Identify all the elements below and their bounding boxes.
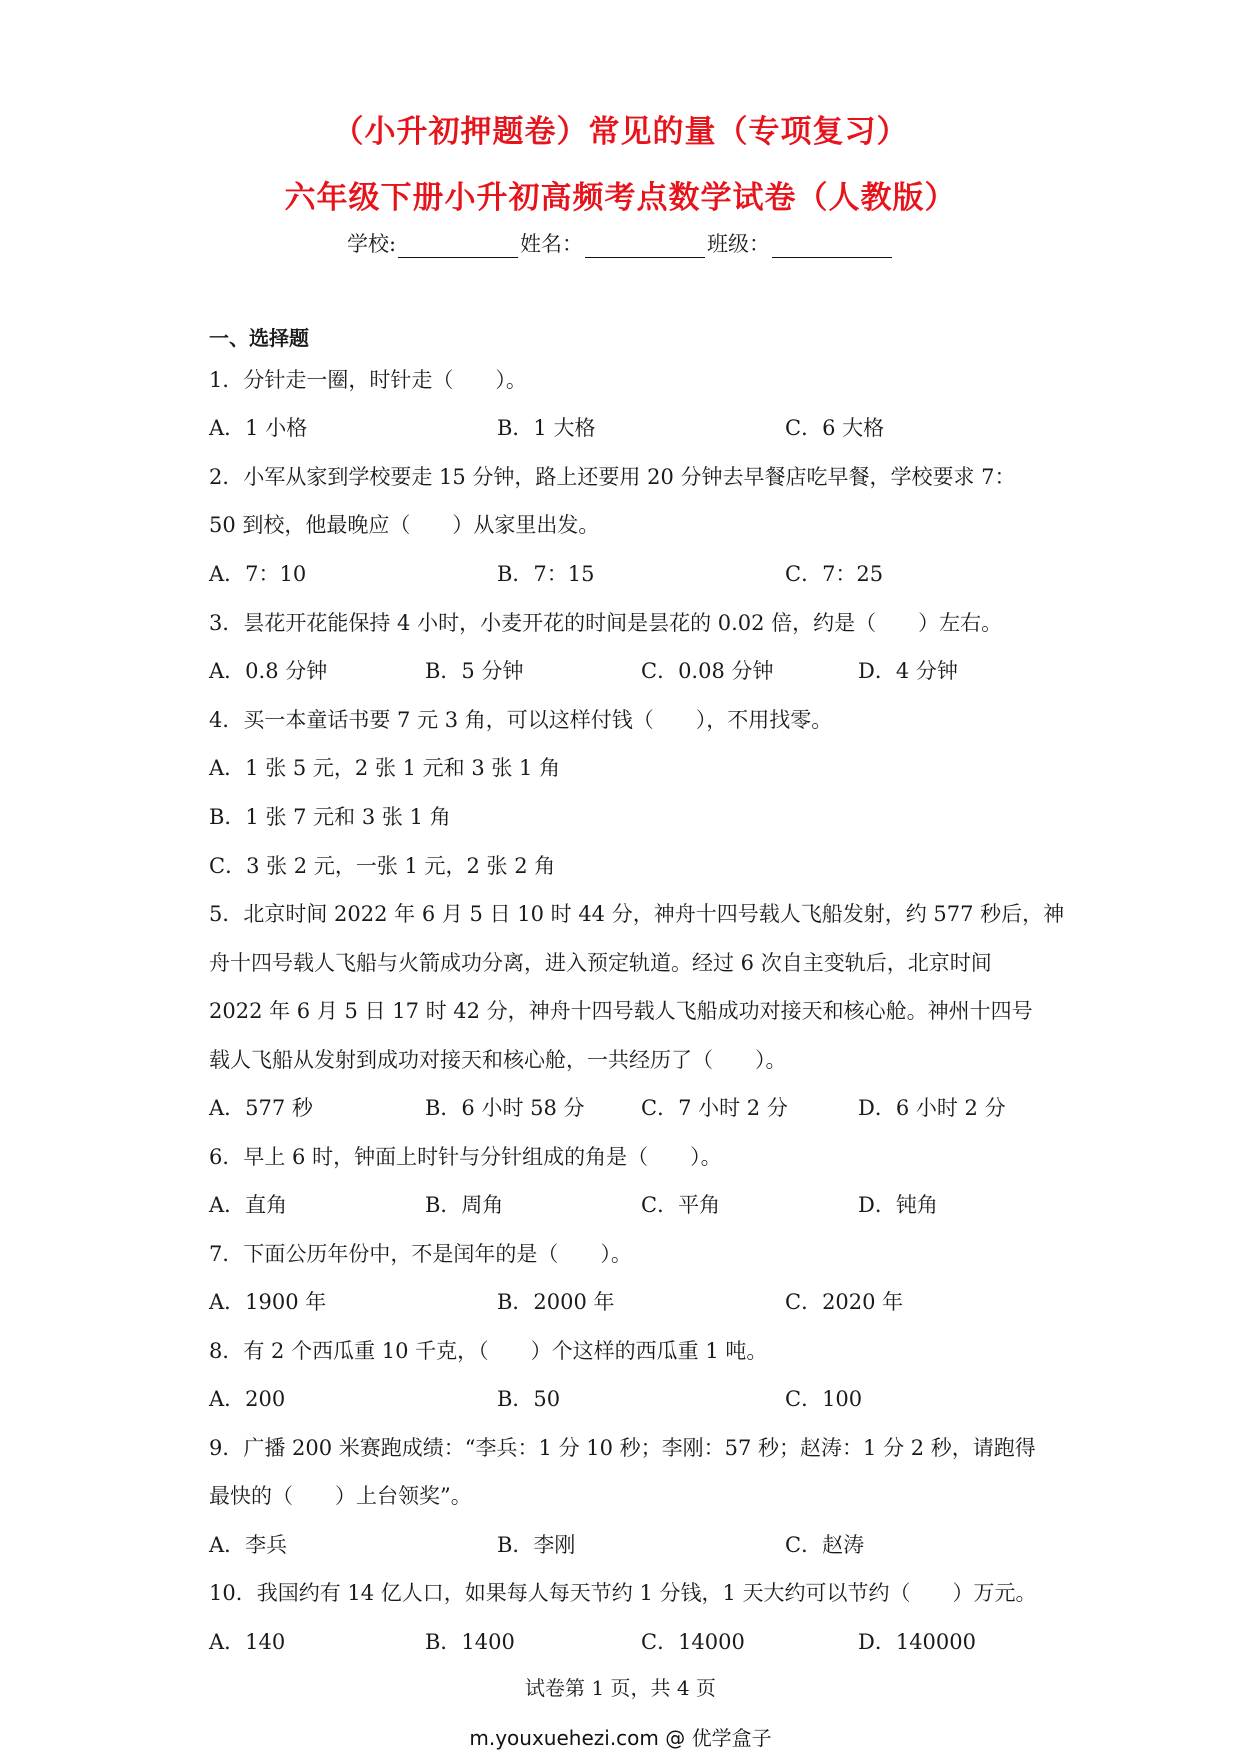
q2-option-a: A．7：10 — [209, 562, 307, 586]
q10-option-a: A．140 — [209, 1630, 286, 1654]
question-8-line-1: 8．有 2 个西瓜重 10 千克，（ ）个这样的西瓜重 1 吨。 — [209, 1339, 768, 1363]
q4-option-b: B．1 张 7 元和 3 张 1 角 — [209, 805, 451, 829]
watermark: m.youxuehezi.com @ 优学盒子 — [469, 1726, 772, 1750]
q5-option-d: D．6 小时 2 分 — [858, 1096, 1006, 1120]
q9-option-a: A．李兵 — [209, 1533, 288, 1557]
q8-option-b: B．50 — [497, 1387, 561, 1411]
school-label: 学校: — [346, 232, 397, 256]
question-10-line-1: 10．我国约有 14 亿人口，如果每人每天节约 1 分钱，1 天大约可以节约（ ）万元。 — [209, 1581, 1037, 1605]
q2-option-b: B．7：15 — [497, 562, 595, 586]
q3-option-c: C．0.08 分钟 — [641, 659, 774, 683]
student-info — [0, 228, 1241, 258]
q10-option-d: D．140000 — [858, 1630, 977, 1654]
question-4-line-1: 4．买一本童话书要 7 元 3 角，可以这样付钱（ ），不用找零。 — [209, 708, 833, 732]
question-6-line-1: 6．早上 6 时，钟面上时针与分针组成的角是（ ）。 — [209, 1145, 722, 1169]
q5-option-c: C．7 小时 2 分 — [641, 1096, 788, 1120]
school-blank — [398, 235, 518, 258]
class-blank — [772, 235, 892, 258]
question-9-line-2: 最快的（ ）上台领奖”。 — [209, 1484, 472, 1508]
question-5-line-3: 2022 年 6 月 5 日 17 时 42 分，神舟十四号载人飞船成功对接天和核心舱。神州十四号 — [209, 999, 1033, 1023]
class-label: 班级： — [707, 232, 771, 256]
q1-option-b: B．1 大格 — [497, 416, 596, 440]
question-2-line-1: 2．小军从家到学校要走 15 分钟，路上还要用 20 分钟去早餐店吃早餐，学校要求 7： — [209, 465, 1016, 489]
q5-option-b: B．6 小时 58 分 — [425, 1096, 585, 1120]
q8-option-a: A．200 — [209, 1387, 286, 1411]
section-title: 一、选择题 — [209, 326, 309, 350]
q2-option-c: C．7：25 — [785, 562, 884, 586]
title-line-2: 六年级下册小升初高频考点数学试卷（人教版） — [284, 180, 957, 216]
q6-option-b: B．周角 — [425, 1193, 504, 1217]
q7-option-a: A．1900 年 — [209, 1290, 327, 1314]
q3-option-d: D．4 分钟 — [858, 659, 958, 683]
name-blank — [585, 235, 705, 258]
page-footer: 试卷第 1 页，共 4 页 — [525, 1676, 716, 1700]
question-1-line-1: 1．分针走一圈，时针走（ ）。 — [209, 368, 527, 392]
question-5-line-1: 5．北京时间 2022 年 6 月 5 日 10 时 44 分，神舟十四号载人飞船发射，约 577 秒后，神 — [209, 902, 1065, 926]
q6-option-c: C．平角 — [641, 1193, 721, 1217]
q7-option-c: C．2020 年 — [785, 1290, 904, 1314]
q7-option-b: B．2000 年 — [497, 1290, 615, 1314]
q9-option-c: C．赵涛 — [785, 1533, 865, 1557]
title-line-1: （小升初押题卷）常见的量（专项复习） — [332, 114, 909, 150]
question-2-line-2: 50 到校，他最晚应（ ）从家里出发。 — [209, 513, 600, 537]
q4-option-c: C．3 张 2 元，一张 1 元，2 张 2 角 — [209, 854, 556, 878]
question-5-line-2: 舟十四号载人飞船与火箭成功分离，进入预定轨道。经过 6 次自主变轨后，北京时间 — [209, 951, 992, 975]
q6-option-a: A．直角 — [209, 1193, 288, 1217]
q6-option-d: D．钝角 — [858, 1193, 938, 1217]
q1-option-c: C．6 大格 — [785, 416, 885, 440]
q9-option-b: B．李刚 — [497, 1533, 576, 1557]
question-7-line-1: 7．下面公历年份中，不是闰年的是（ ）。 — [209, 1242, 632, 1266]
name-label: 姓名： — [520, 232, 584, 256]
q1-option-a: A．1 小格 — [209, 416, 308, 440]
q4-option-a: A．1 张 5 元，2 张 1 元和 3 张 1 角 — [209, 756, 561, 780]
q3-option-a: A．0.8 分钟 — [209, 659, 328, 683]
question-5-line-4: 载人飞船从发射到成功对接天和核心舱，一共经历了（ ）。 — [209, 1048, 787, 1072]
q10-option-b: B．1400 — [425, 1630, 515, 1654]
q8-option-c: C．100 — [785, 1387, 863, 1411]
question-9-line-1: 9．广播 200 米赛跑成绩：“李兵：1 分 10 秒；李刚：57 秒；赵涛：1 分 2 秒，请跑得 — [209, 1436, 1036, 1460]
question-3-line-1: 3．昙花开花能保持 4 小时，小麦开花的时间是昙花的 0.02 倍，约是（ ）左右。 — [209, 611, 1003, 635]
q3-option-b: B．5 分钟 — [425, 659, 524, 683]
q10-option-c: C．14000 — [641, 1630, 745, 1654]
q5-option-a: A．577 秒 — [209, 1096, 313, 1120]
